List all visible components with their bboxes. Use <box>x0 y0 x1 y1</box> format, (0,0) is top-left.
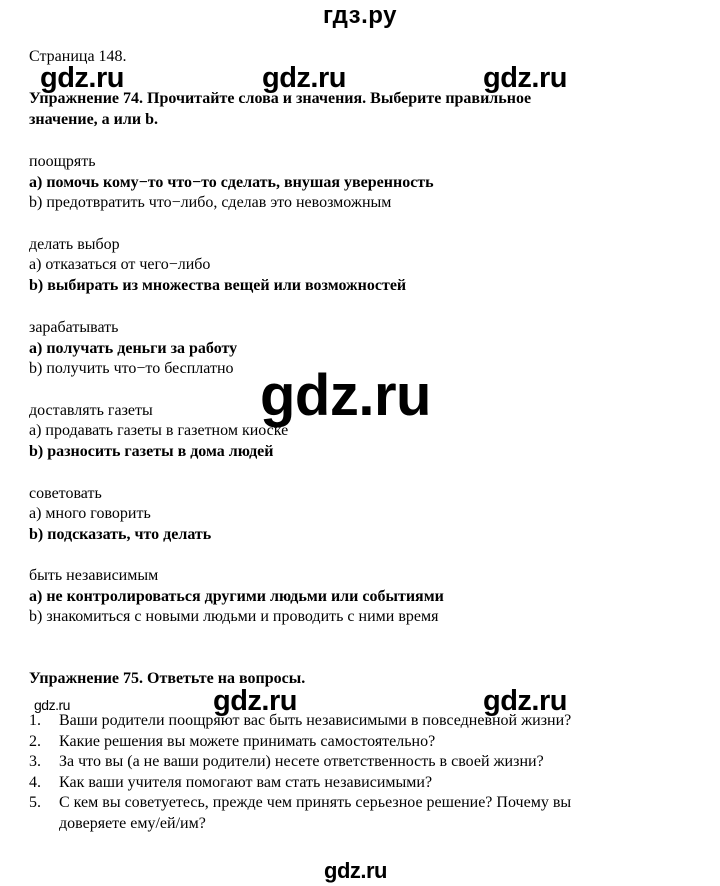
question-text: С кем вы советуетесь, прежде чем принять серьезное решение? Почему вы <box>59 794 572 811</box>
exercise-75-heading: Упражнение 75. Ответьте на вопросы. <box>29 670 306 687</box>
question-number: 4. <box>29 774 41 791</box>
question-item <box>29 773 689 793</box>
question-text-cont: доверяете ему/ей/им? <box>59 815 206 832</box>
watermark: gdz.ru <box>324 858 387 883</box>
question-item-cont <box>29 814 689 834</box>
page-label: Страница 148. <box>29 48 127 65</box>
exercise-74-heading: Упражнение 74. Прочитайте слова и значения. Выберите правильное <box>29 90 532 107</box>
question-text: Ваши родители поощряют вас быть независимыми в повседневной жизни? <box>59 712 572 729</box>
question-number: 2. <box>29 733 41 750</box>
question-item <box>29 752 689 772</box>
entry-word: делать выбор <box>29 236 120 253</box>
entry-option-a: a) помочь кому−то что−то сделать, внушая уверенность <box>29 174 434 191</box>
question-text: За что вы (а не ваши родители) несете ответственность в своей жизни? <box>59 753 544 770</box>
entry-option-b: b) разносить газеты в дома людей <box>29 443 274 460</box>
entry-option-a: a) не контролироваться другими людьми или событиями <box>29 588 444 605</box>
question-number: 3. <box>29 753 41 770</box>
question-item <box>29 711 689 731</box>
entry-word: зарабатывать <box>29 319 119 336</box>
watermark: gdz.ru <box>262 62 346 94</box>
entry-option-b: b) предотвратить что−либо, сделав это невозможным <box>29 194 392 211</box>
watermark: gdz.ru <box>260 363 431 428</box>
question-number: 1. <box>29 712 41 729</box>
watermark: gdz.ru <box>483 62 567 94</box>
entry-option-a: a) продавать газеты в газетном киоске <box>29 422 289 439</box>
watermark: gdz.ru <box>213 685 297 717</box>
entry-option-a: a) много говорить <box>29 505 151 522</box>
entry-word: быть независимым <box>29 567 159 584</box>
site-title: гдз.ру <box>323 2 397 29</box>
entry-word: поощрять <box>29 153 96 170</box>
watermark: gdz.ru <box>483 685 567 717</box>
watermark: gdz.ru <box>40 62 124 94</box>
entry-option-b: b) получить что−то бесплатно <box>29 360 234 377</box>
entry-option-b: b) выбирать из множества вещей или возможностей <box>29 277 407 294</box>
entry-option-a: a) отказаться от чего−либо <box>29 256 211 273</box>
question-number: 5. <box>29 794 41 811</box>
entry-word: советовать <box>29 485 102 502</box>
question-text: Как ваши учителя помогают вам стать независимыми? <box>59 774 433 791</box>
entry-option-b: b) знакомиться с новыми людьми и проводить с ними время <box>29 608 439 625</box>
exercise-74-heading-cont: значение, a или b. <box>29 111 158 128</box>
entry-word: доставлять газеты <box>29 402 153 419</box>
question-text: Какие решения вы можете принимать самостоятельно? <box>59 733 436 750</box>
entry-option-a: a) получать деньги за работу <box>29 340 238 357</box>
question-item <box>29 793 689 813</box>
watermark: gdz.ru <box>34 697 70 713</box>
question-item <box>29 732 689 752</box>
entry-option-b: b) подсказать, что делать <box>29 526 212 543</box>
